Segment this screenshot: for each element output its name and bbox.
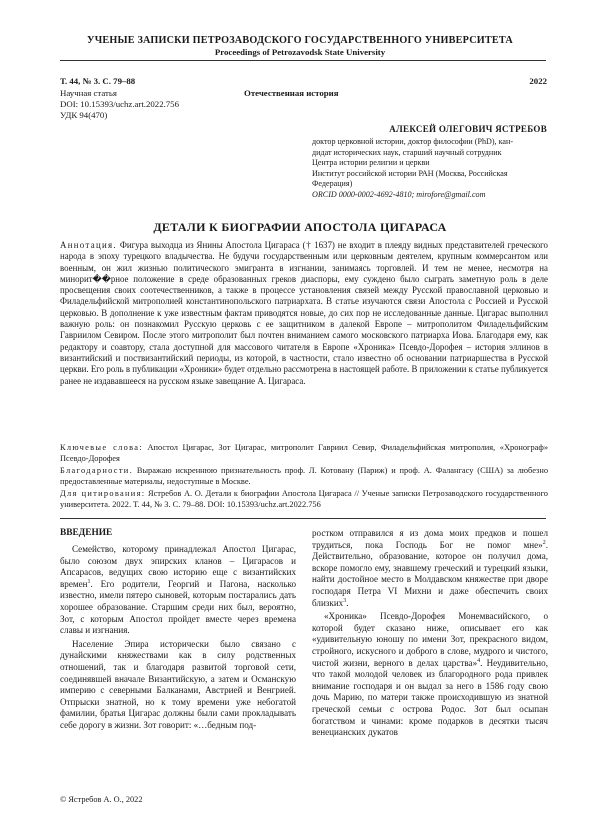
- ack-label: Благодарности.: [60, 466, 133, 475]
- section-rule: [60, 518, 546, 519]
- affiliation-line: доктор церковной истории, доктор философии (PhD), кан-: [312, 137, 514, 146]
- paragraph: «Хроника» Псевдо-Дорофея Монемвасийского, о которой будет сказано ниже, описывает его как «удивительную юношу по имени Зот, прекрасного видом, стройного, искусного и доброго в слове, мудрого и чистого, чистой жизни, верного в делах царства»$^4$. Неудивительно, что такой молодой человек из благородного рода привлек внимание господаря и он выдал за него в 1586 году свою дочь Марию, по матери также происходившую из знатной греческой семьи с острова Родос. Зот был осыпан богатством и чинами: кроме подарков в десятки тысяч венецианских дукатов: [312, 611, 548, 738]
- paragraph: ростком отправился я из дома моих предков и пошел трудиться, пока Господь Бог не помог мне»$^2$. Действительно, образование, которое он получил дома, вскоре помогло ему, знавшему греческий и турецкий языки, найти достойное место в Молдавском княжестве при дворе господаря Петра VI Михни и даже обеспечить своих близких$^3$.: [312, 528, 548, 608]
- author-affiliation: [312, 137, 548, 201]
- acknowledgements: [60, 466, 548, 487]
- affiliation-line: Центра истории религии и церкви: [312, 158, 430, 168]
- volume-info: Т. 44, № 3. С. 79–88: [60, 76, 136, 86]
- affiliation-line: Федерация): [312, 179, 353, 189]
- abstract-text: Фигура выходца из Янины Апостола Цигараса († 1637) не входит в плеяду видных представителей греческого народа в эпоху турецкого владычества. Не будучи государственным или церковным деятелем, крупным коммерсантом или военным, он жил жизнью политического эмигранта в изгнании, занимаясь торговлей. И тем не менее, несмотря на минорит��рное положение в среде образованных греков диаспоры, ему суждено было сыграть заметную роль в деле просвещения своих соотечественников, а также в процессе установления связей между Русской православной церковью и Филадельфийской митрополией константинопольского патриархата. В статье изучаются связи Апостола с Россией и Русской церковью. В дополнение к уже известным фактам приводятся новые, до сих пор не исследованные данные. Цигарас выполнил важную роль: он познакомил Русскую церковь с ее защитником в далекой Европе – митрополитом Филадельфийским Гавриилом Севиром. После этого митрополит был почтен вниманием самого московского патриарха Иова. Благодаря ему, как редактору и соавтору, стала доступной для массового читателя в Европе «Хроника» Псевдо-Дорофея – история эллинов в византийский и поствизантийский периоды, из которой, в частности, стало известно об основании патриаршества в Русской церкви. Его роль в публикации «Хроники» будет отдельно рассмотрена в настоящей работе. В приложении к статье публикуется ранее не издававшееся на русском языке завещание А. Цигараса.: [60, 240, 548, 386]
- keywords-text: Апостол Цигарас, Зот Цигарас, митрополит Гавриил Севир, Филадельфийская митрополия, «Хронограф» Псевдо-Дорофея: [60, 443, 549, 463]
- author-name: АЛЕКСЕЙ ОЛЕГОВИЧ ЯСТРЕБОВ: [389, 124, 547, 134]
- abstract-label: Аннотация.: [60, 240, 117, 250]
- ack-text: Выражаю искреннюю признательность проф. Л. Котовану (Париж) и проф. А. Фалангасу (США) за любезно предоставленные материалы, недоступные в Москве.: [60, 466, 549, 486]
- udk: УДК 94(470): [60, 110, 108, 120]
- paragraph: Семейство, которому принадлежал Апостол Цигарас, было союзом двух эпирских кланов – Цигарасов и Апсарасов, ведущих свою историю еще с византийских времен$^1$. Его родители, Георгий и Пагона, насколько известно, имели пятеро сыновей, которым постарались дать хорошее образование. Старшим среди них был, вероятно, Зот, с которым Апостол пройдет вместе через времена славы и изгнания.: [60, 544, 296, 636]
- keywords-label: Ключевые слова:: [60, 443, 143, 452]
- paragraph: Население Эпира исторически было связано с дунайскими княжествами как в силу родственных отношений, так и благодаря развитой торговой сети, соединявшей вначале Византийскую, а затем и Османскую империю с северными Балканами, Австрией и Венгрией. Отпрыски знатной, но к тому времени уже небогатой фамилии, братья Цигарас должны были сами прокладывать себе дорогу в жизни. Зот говорит: «…бедным под-: [60, 638, 296, 730]
- intro-heading: ВВЕДЕНИЕ: [60, 528, 113, 538]
- copyright: © Ястребов А. О., 2022: [60, 795, 143, 804]
- doi: DOI: 10.15393/uchz.art.2022.756: [60, 99, 179, 109]
- section-name: Отечественная история: [244, 88, 339, 98]
- journal-subtitle: Proceedings of Petrozavodsk State University: [214, 47, 386, 57]
- left-column: [60, 544, 296, 732]
- affiliation-line: дидат исторических наук, старший научный сотрудник: [312, 147, 502, 157]
- article-title: ДЕТАЛИ К БИОГРАФИИ АПОСТОЛА ЦИГАРАСА: [153, 220, 447, 234]
- citation-label: Для цитирования:: [60, 489, 146, 498]
- article-type: Научная статья: [60, 88, 117, 98]
- citation-text: Ястребов А. О. Детали к биографии Апостола Цигараса // Ученые записки Петрозаводского государственного университета. 2022. Т. 44, № 3. С. 79–88. DOI: 10.15393/uchz.art.2022.756: [60, 489, 548, 509]
- right-column: [312, 528, 548, 739]
- author-orcid-email: ORCID 0000-0002-4692-4810; mirofore@gmail.com: [312, 189, 486, 199]
- affiliation-line: Институт российской истории РАН (Москва, Российская: [312, 168, 508, 178]
- citation: [60, 489, 548, 510]
- journal-title: УЧЕНЫЕ ЗАПИСКИ ПЕТРОЗАВОДСКОГО ГОСУДАРСТВЕННОГО УНИВЕРСИТЕТА: [87, 35, 513, 46]
- keywords: [60, 443, 548, 464]
- abstract: [60, 240, 548, 387]
- header-rule: [60, 60, 546, 61]
- year: 2022: [529, 76, 547, 86]
